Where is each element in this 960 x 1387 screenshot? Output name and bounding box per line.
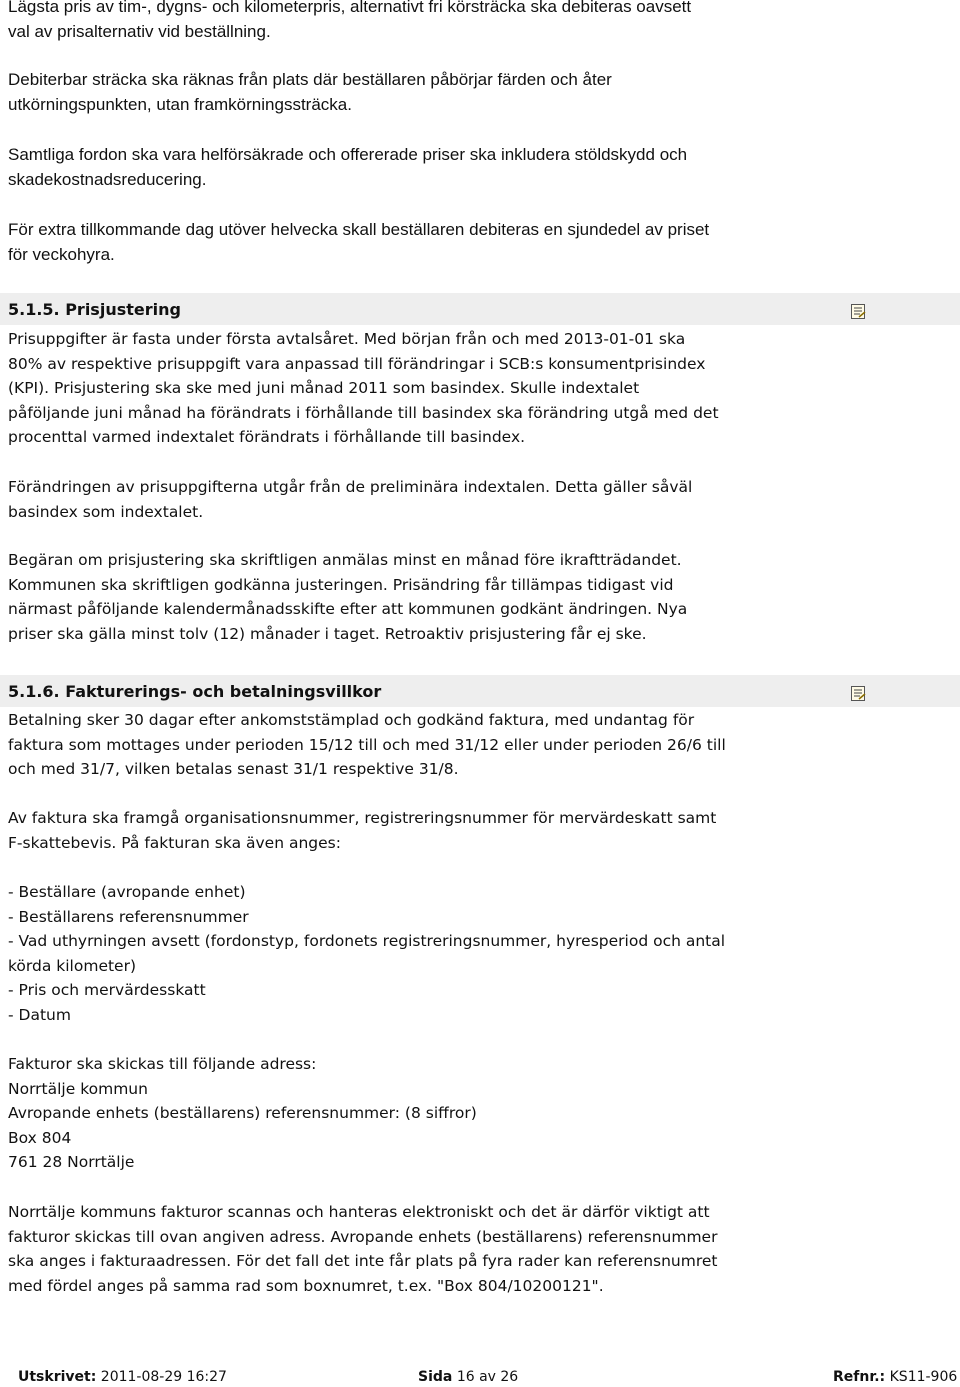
footer-printed-label: Utskrivet: [18, 1369, 97, 1385]
paragraph: Av faktura ska framgå organisationsnummer, registreringsnummer för mervärdeskatt samt F-skattebevis. På fakturan ska även anges: [8, 809, 717, 852]
paragraph: Norrtälje kommuns fakturor scannas och hanteras elektroniskt och det är därför viktigt att fakturor skickas till ovan angiven adress. Avropande enhets (beställarens) referensnummer ska anges i fakturaadressen. För det fall det inte får plats på fyra rader kan referensnumret med fördel anges på samma rad som boxnumret, t.ex. "Box 804/10200121". [8, 1203, 718, 1295]
footer-printed-value: 2011-08-29 16:27 [100, 1369, 227, 1385]
note-icon[interactable] [851, 686, 866, 702]
section-title: 5.1.5. Prisjustering [8, 300, 181, 319]
paragraph: För extra tillkommande dag utöver helvecka skall beställaren debiteras en sjundedel av priset för veckohyra. [8, 220, 710, 264]
footer-ref-label: Refnr.: [833, 1369, 886, 1385]
note-icon[interactable] [851, 304, 866, 320]
paragraph: Debiterbar sträcka ska räknas från plats där beställaren påbörjar färden och åter utkörningspunkten, utan framkörningssträcka. [8, 70, 612, 114]
paragraph: Lägsta pris av tim-, dygns- och kilometerpris, alternativt fri körsträcka ska debiteras oavsett val av prisalternativ vid beställning. [8, 0, 692, 41]
invoice-requirements-list: - Beställare (avropande enhet) - Beställarens referensnummer - Vad uthyrningen avsett (fordonstyp, fordonets registreringsnummer, hyresperiod och antal körda kilometer) - Pris och mervärdesskatt - Datum [8, 883, 726, 1024]
invoice-address: Fakturor ska skickas till följande adress: Norrtälje kommun Avropande enhets (beställarens) referensnummer: (8 siffror) Box 804 761 28 Norrtälje [8, 1055, 477, 1172]
section-header-prisjustering [0, 293, 960, 325]
footer-page-label: Sida [418, 1369, 453, 1385]
footer-printed [18, 1369, 227, 1385]
paragraph: Förändringen av prisuppgifterna utgår från de preliminära indextalen. Detta gäller såväl basindex som indextalet. [8, 478, 693, 521]
footer-page-value: 16 av 26 [456, 1369, 519, 1385]
footer-ref [833, 1369, 957, 1385]
section-title: 5.1.6. Fakturerings- och betalningsvillkor [8, 682, 382, 701]
footer-page [418, 1369, 518, 1385]
paragraph: Betalning sker 30 dagar efter ankomststämplad och godkänd faktura, med undantag för faktura som mottages under perioden 15/12 till och med 31/12 eller under perioden 26/6 till och med 31/7, vilken betalas senast 31/1 respektive 31/8. [8, 711, 726, 779]
section-header-fakturering [0, 675, 960, 707]
paragraph: Begäran om prisjustering ska skriftligen anmälas minst en månad före ikraftträdandet. Kommunen ska skriftligen godkänna justeringen. Prisändring får tillämpas tidigast vid närmast påföljande kalendermånadsskifte efter att kommunen godkänt ändringen. Nya priser ska gälla minst tolv (12) månader i taget. Retroaktiv prisjustering får ej ske. [8, 551, 688, 643]
footer-ref-value: KS11-906 [889, 1369, 958, 1385]
paragraph: Prisuppgifter är fasta under första avtalsåret. Med början från och med 2013-01-01 ska 80% av respektive prisuppgift vara anpassad till förändringar i SCB:s konsumentprisindex (KPI). Prisjustering ska ske med juni månad 2011 som basindex. Skulle indextalet påföljande juni månad ha förändrats i förhållande till basindex ska förändring utgå med det procenttal varmed indextalet förändrats i förhållande till basindex. [8, 330, 719, 447]
paragraph: Samtliga fordon ska vara helförsäkrade och offererade priser ska inkludera stöldskydd och skadekostnadsreducering. [8, 145, 688, 189]
